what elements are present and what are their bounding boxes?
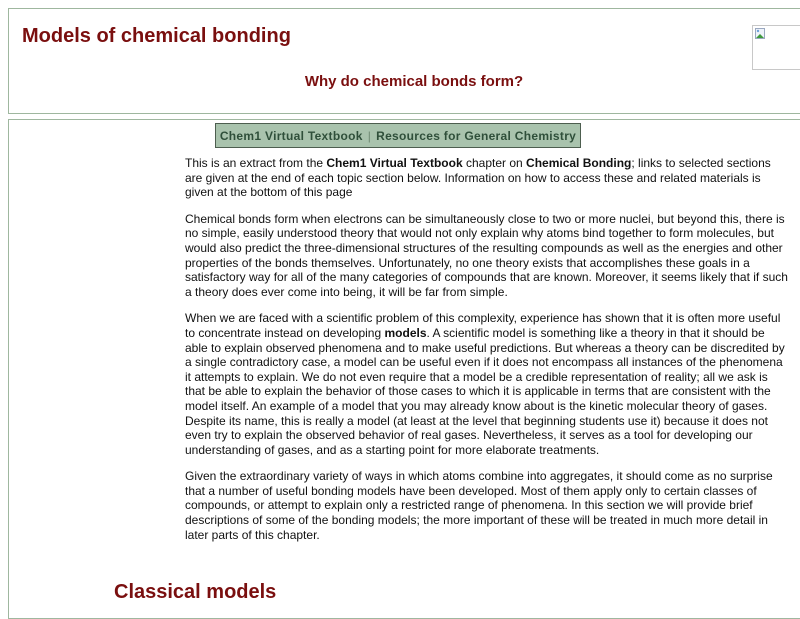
- article-body: [185, 156, 788, 554]
- page-subtitle: Why do chemical bonds form?: [304, 73, 524, 90]
- textbook-name: Chem1 Virtual Textbook: [326, 156, 463, 170]
- page-title: Models of chemical bonding: [22, 25, 291, 47]
- chem1-textbook-link[interactable]: Chem1 Virtual Textbook: [219, 128, 363, 143]
- header-box: [8, 8, 800, 114]
- models-term: models: [384, 325, 427, 340]
- header-image: [752, 25, 800, 70]
- paragraph-bond-formation: Chemical bonds form when electrons can be simultaneously close to two or more nuclei, but beyond this, there is no simple, easily understood theory that would not only explain why atoms bind together to form molecules, but would also predict the three-dimensional structures of the resulting compounds as well as the energies and other properties of the bonds themselves. Unfortunately, no one theory exists that accomplishes these goals in a satisfactory way for all of the many categories of compounds that are known. Moreover, it seems likely that if such a theory does ever come into being, it will be far from simple.: [185, 211, 788, 299]
- paragraph-models: When we are faced with a scientific problem of this complexity, experience has shown that it is often more useful to concentrate instead on developing models. A scientific model is something like a theory in that it should be able to explain observed phenomena and to make useful predictions. But whereas a theory can be discredited by a single contradictory case, a model can be useful even if it does not encompass all instances of the phenomena it attempts to explain. We do not even require that a model be a credible representation of reality; all we ask is that be able to explain the behavior of those cases to which it is applicable in terms that are consistent with the model itself. An example of a model that you may already know about is the kinetic molecular theory of gases. Despite its name, this is really a model (at least at the level that beginning students use it) because it does not even try to explain the observed behavior of real gases. Nevertheless, it serves as a tool for developing our understanding of gases, and as a starting point for more elaborate treatments.: [185, 311, 785, 457]
- paragraph-variety: Given the extraordinary variety of ways in which atoms combine into aggregates, it should come as no surprise that a number of useful bonding models have been developed. Most of them apply only to certain classes of compounds, or attempt to explain only a restricted range of phenomena. In this section we will provide brief descriptions of some of the bonding models; the more important of these will be treated in much more detail in later parts of this chapter.: [185, 469, 773, 542]
- navbar-separator: |: [367, 128, 372, 143]
- general-chemistry-resources-link[interactable]: Resources for General Chemistry: [376, 128, 577, 143]
- broken-image-icon: [755, 28, 767, 40]
- intro-paragraph: This is an extract from the Chem1 Virtual Textbook chapter on Chemical Bonding; links to selected sections are given at the end of each topic section below. Information on how to access these and related materials is given at the bottom of this page: [185, 156, 771, 200]
- resource-navbar: [215, 123, 581, 148]
- chapter-name: Chemical Bonding: [526, 156, 632, 170]
- section-heading-classical-models: Classical models: [114, 581, 277, 603]
